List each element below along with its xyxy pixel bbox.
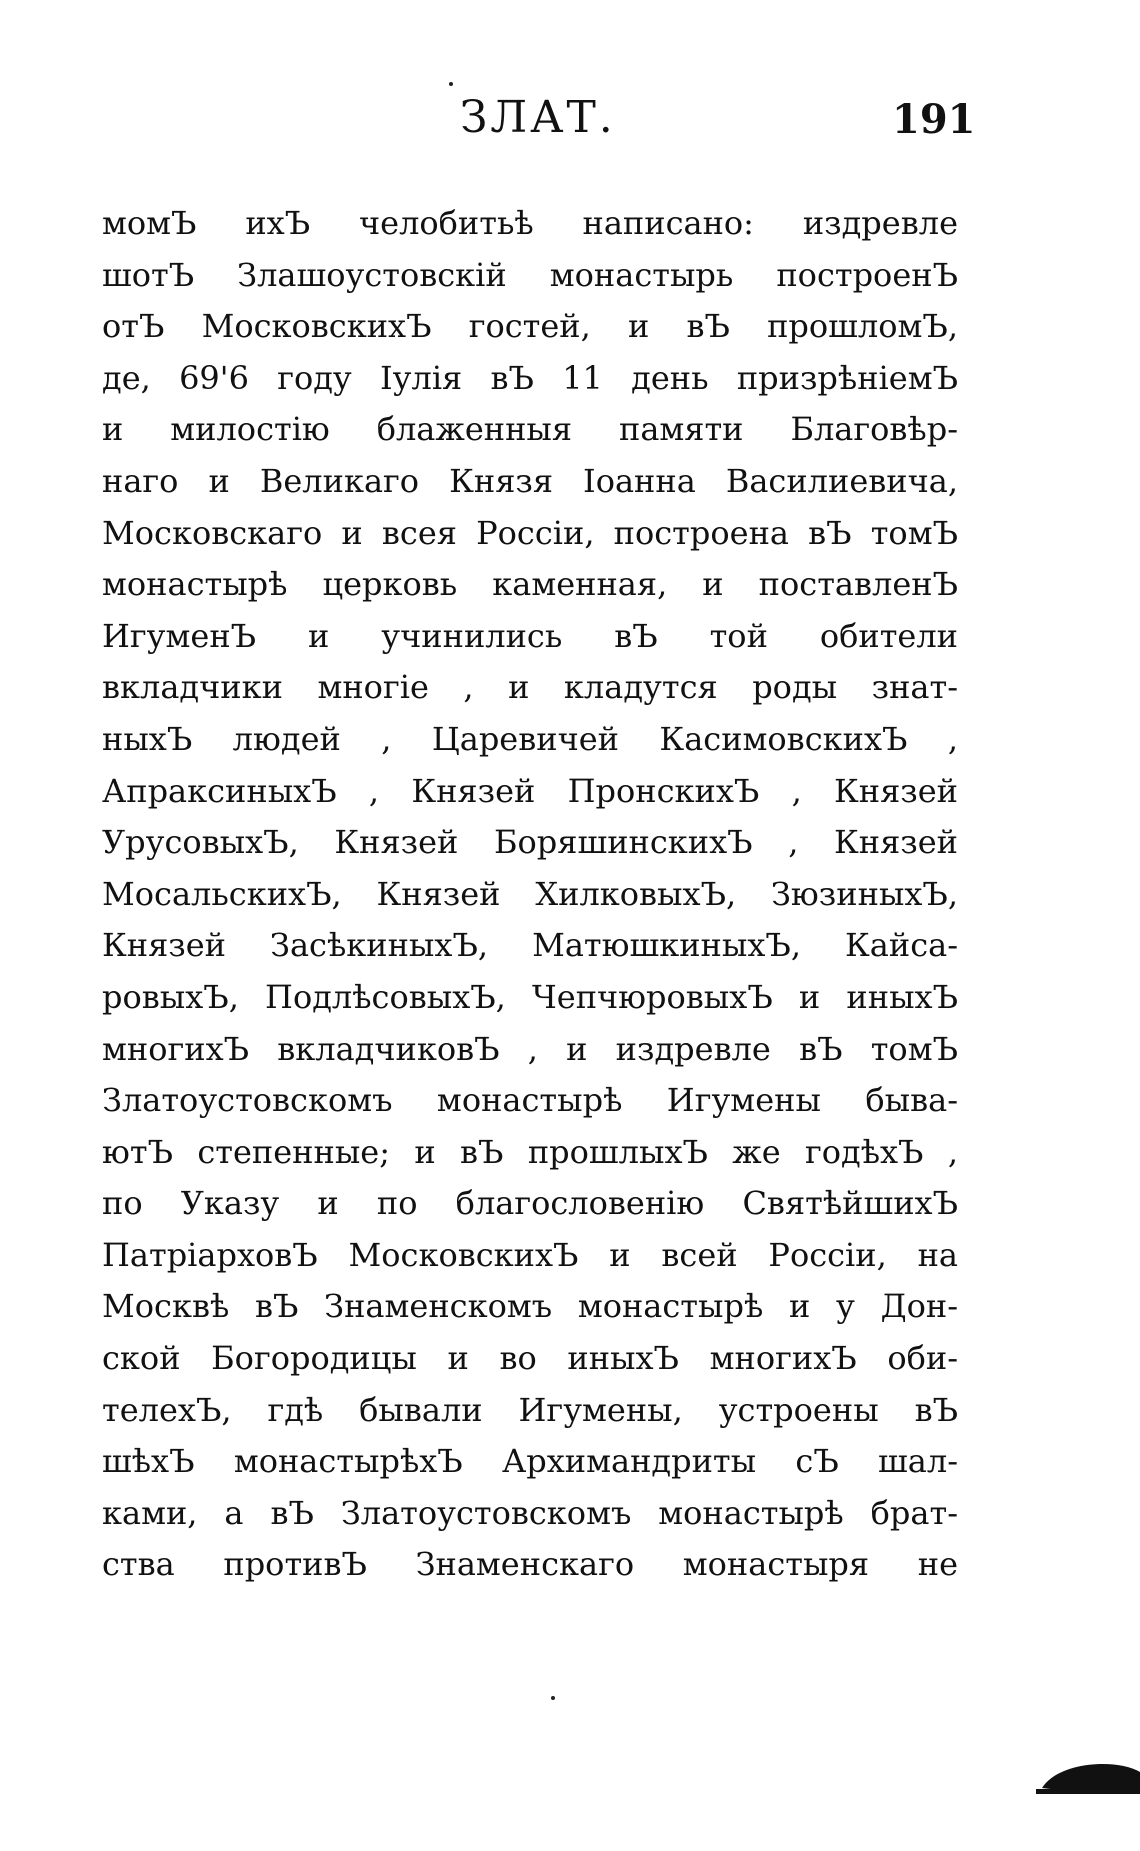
text-line: монастырѣ церковь каменная, и поставленЪ bbox=[102, 565, 958, 604]
text-line: ИгуменЪ и учинились вЪ той обители bbox=[102, 616, 958, 655]
text-line: ютЪ степенные; и вЪ прошлыхЪ же годѣхЪ , bbox=[102, 1132, 958, 1171]
text-line: по Указу и по благословенію СвятѣйшихЪ bbox=[102, 1184, 958, 1223]
text-line: МосальскихЪ, Князей ХилковыхЪ, ЗюзиныхЪ, bbox=[102, 874, 958, 913]
page-edge-ornament bbox=[1036, 1756, 1140, 1796]
ink-speck bbox=[551, 1696, 555, 1700]
text-line: АпраксиныхЪ , Князей ПронскихЪ , Князей bbox=[102, 771, 958, 810]
text-line: УрусовыхЪ, Князей БоряшинскихЪ , Князей bbox=[102, 823, 958, 862]
text-line: ками, а вЪ Златоустовскомъ монастырѣ брат- bbox=[102, 1493, 958, 1532]
text-line: момЪ ихЪ челобитьѣ написано: издревле bbox=[102, 204, 958, 242]
text-line: Князей ЗасѣкиныхЪ, МатюшкиныхЪ, Кайса- bbox=[102, 926, 958, 965]
text-line: ныхЪ людей , Царевичей КасимовскихЪ , bbox=[102, 719, 958, 758]
text-line: наго и Великаго Князя Іоанна Василиевича, bbox=[102, 461, 958, 500]
page-number: 191 bbox=[892, 96, 976, 143]
text-line: Златоустовскомъ монастырѣ Игумены быва- bbox=[102, 1081, 958, 1120]
text-line: Московскаго и всея Россіи, построена вЪ томЪ bbox=[102, 513, 958, 552]
text-line: шѣхЪ монастырѣхЪ Архимандриты сЪ шал- bbox=[102, 1442, 958, 1481]
text-line: ровыхЪ, ПодлѣсовыхЪ, ЧепчюровыхЪ и иныхЪ bbox=[102, 977, 958, 1016]
text-line: ства противЪ Знаменскаго монастыря не bbox=[102, 1545, 958, 1584]
text-line: вкладчики многіе , и кладутся роды знат- bbox=[102, 668, 958, 707]
page-header bbox=[0, 92, 1140, 152]
text-line: многихЪ вкладчиковЪ , и издревле вЪ томЪ bbox=[102, 1029, 958, 1068]
ink-speck bbox=[449, 82, 453, 86]
text-line: ПатріарховЪ МосковскихЪ и всей Россіи, на bbox=[102, 1235, 958, 1274]
text-line: Москвѣ вЪ Знаменскомъ монастырѣ и у Дон- bbox=[102, 1287, 958, 1326]
text-line: ской Богородицы и во иныхЪ многихЪ оби- bbox=[102, 1339, 958, 1378]
body-text bbox=[102, 198, 958, 1591]
text-line: де, 69'6 году Іулія вЪ 11 день призрѣніемЪ bbox=[102, 358, 958, 397]
text-line: отЪ МосковскихЪ гостей, и вЪ прошломЪ, bbox=[102, 307, 958, 346]
running-head: ЗЛАТ. bbox=[460, 92, 616, 143]
text-line: телехЪ, гдѣ бывали Игумены, устроены вЪ bbox=[102, 1390, 958, 1429]
text-line: и милостію блаженныя памяти Благовѣр- bbox=[102, 410, 958, 449]
text-line: шотЪ Злашоустовскій монастырь построенЪ bbox=[102, 255, 958, 294]
